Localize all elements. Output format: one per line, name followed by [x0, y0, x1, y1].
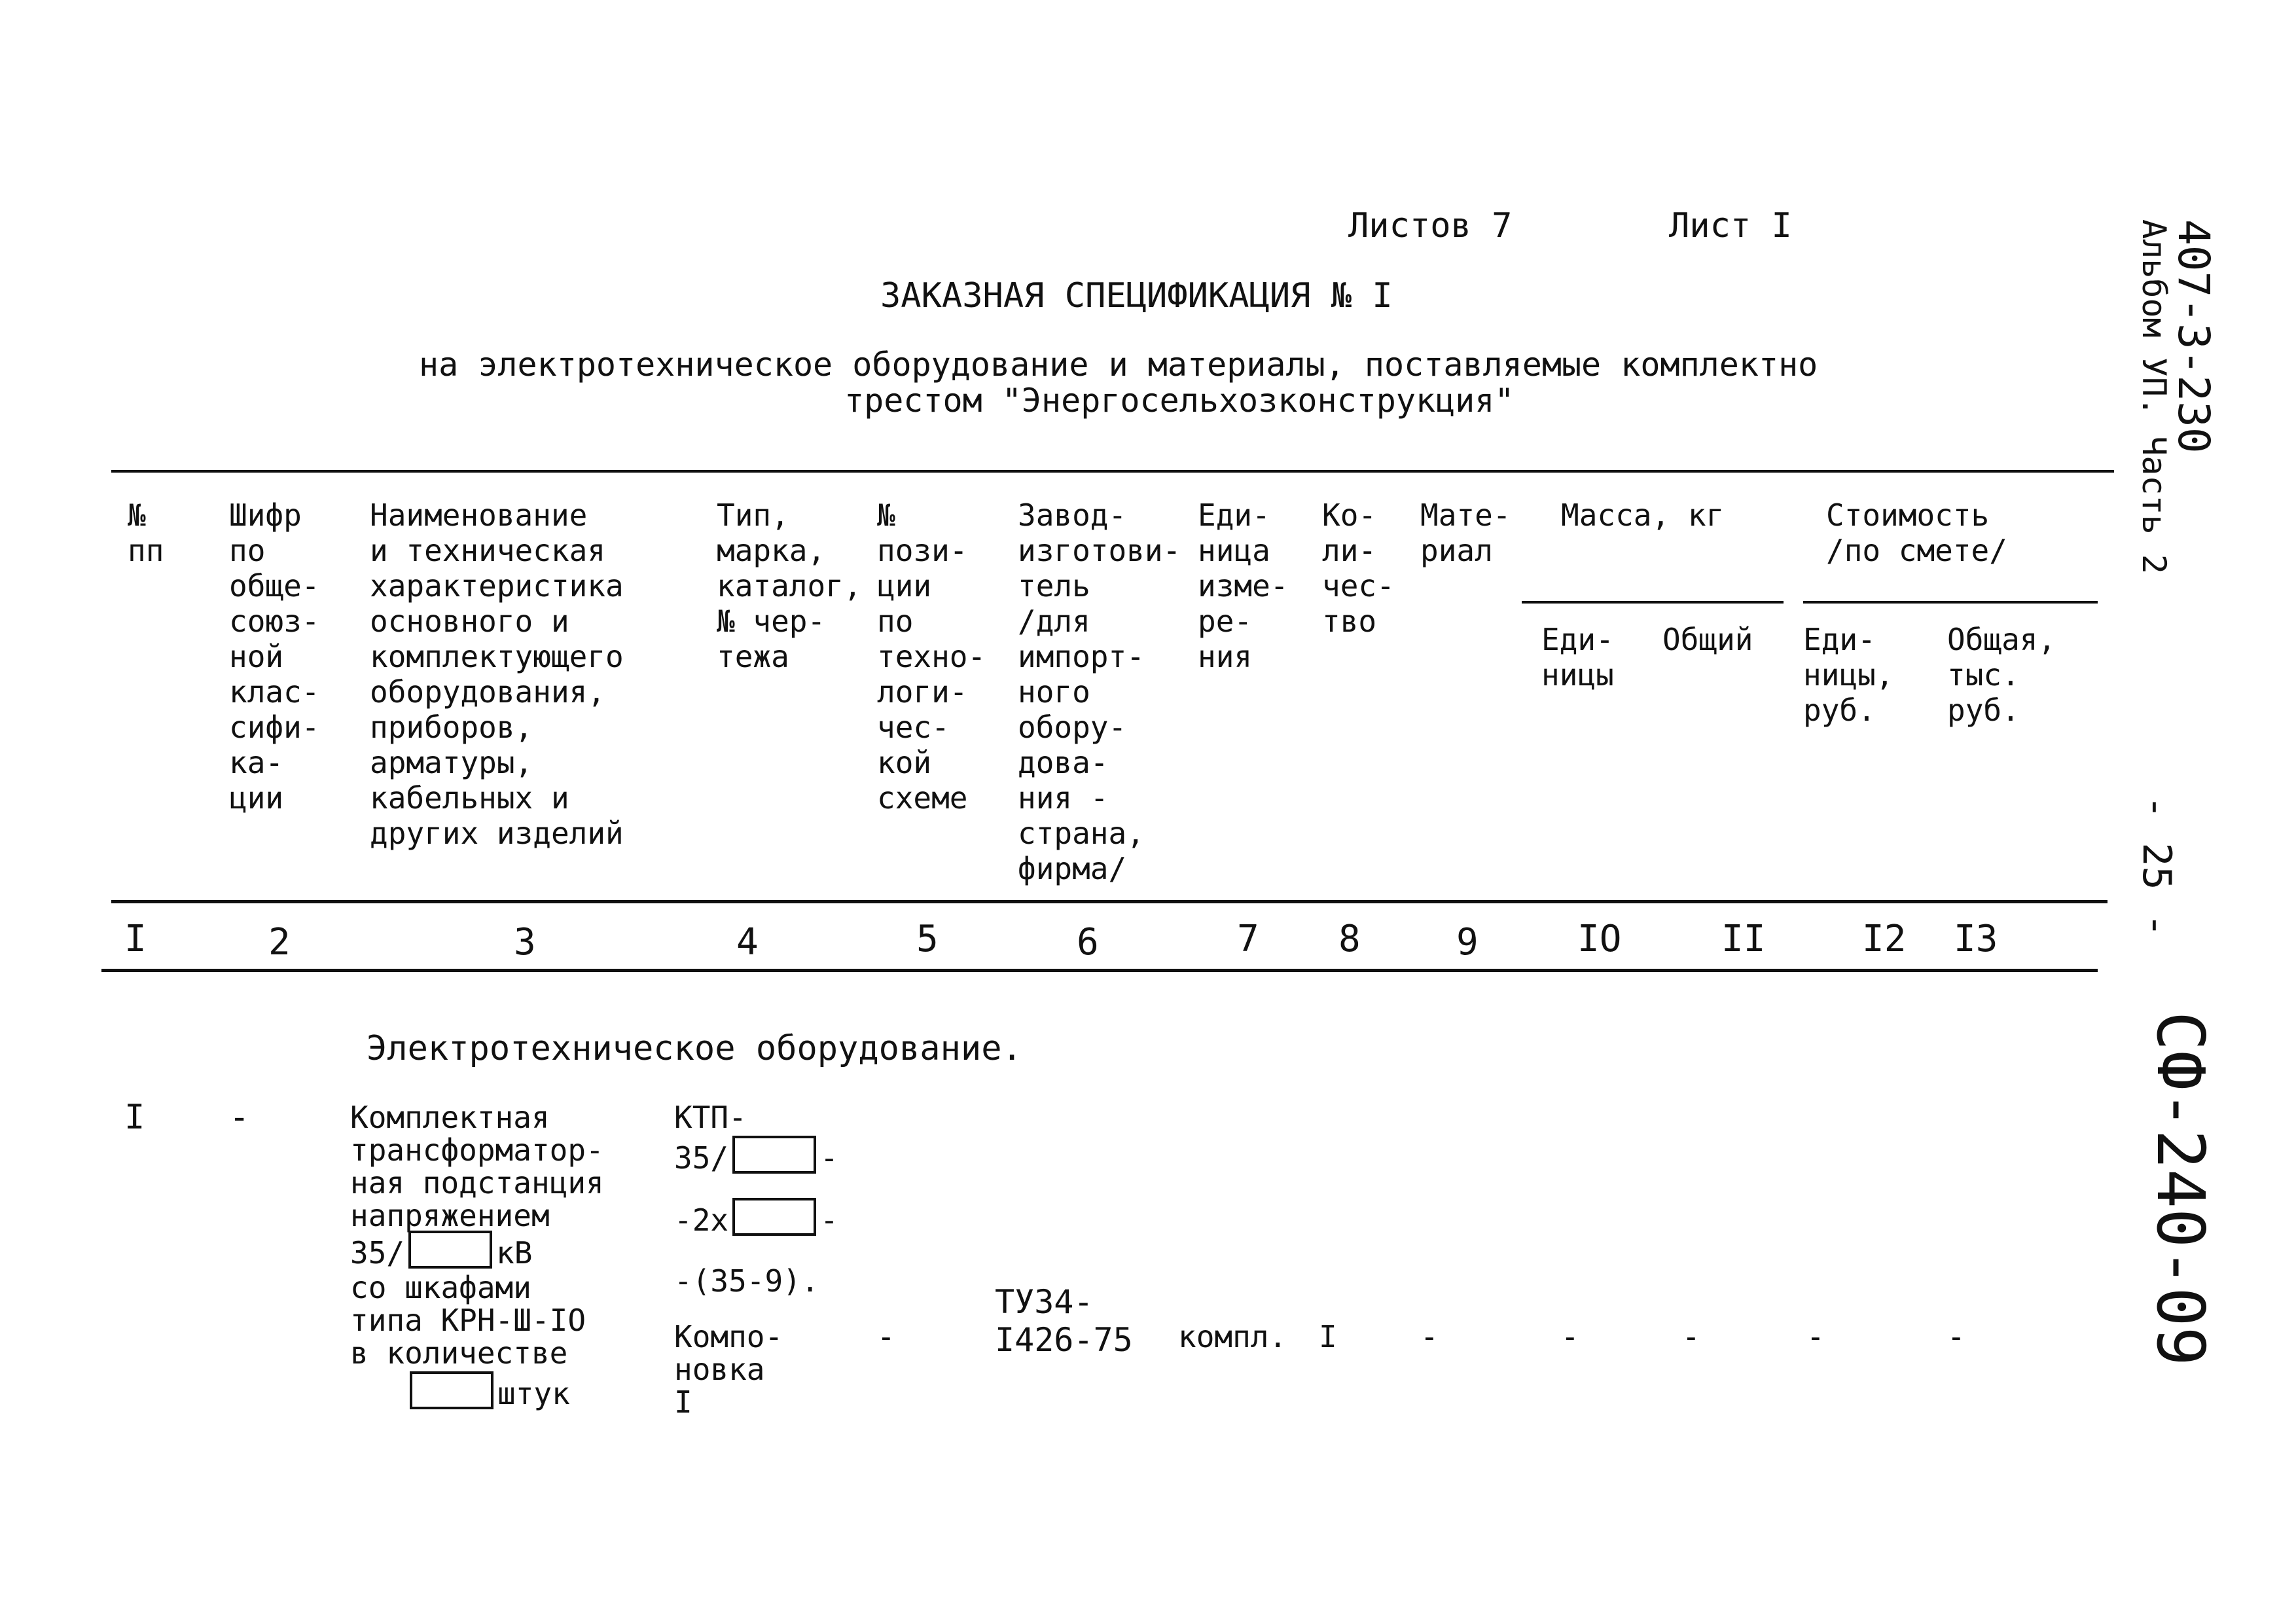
row-name-count [406, 1371, 570, 1411]
number-row-rule [101, 969, 2098, 972]
page-number: - 25 - [2134, 795, 2179, 937]
header-col-unit: Еди- ница изме- ре- ния [1198, 497, 1289, 674]
row-position: - [877, 1319, 895, 1354]
count-blank-box [410, 1371, 493, 1409]
header-mass-total: Общий [1662, 622, 1753, 657]
row-type-line [674, 1136, 838, 1176]
section-title: Электротехническое оборудование. [367, 1029, 1022, 1068]
column-number: 9 [1456, 921, 1479, 964]
row-type-line: КТП- [674, 1100, 747, 1135]
row-name-line: ная подстанция [350, 1165, 604, 1200]
row-type-line: I [674, 1384, 692, 1420]
row-mass-total: - [1682, 1319, 1700, 1354]
row-material: - [1420, 1319, 1439, 1354]
header-col-number: № пп [128, 497, 164, 568]
row-cost-total: - [1947, 1319, 1965, 1354]
type-fragment: 35/ [674, 1140, 729, 1176]
column-number: I [124, 918, 147, 960]
document-subtitle-line1: на электротехническое оборудование и материалы, поставляемые комплектно [419, 346, 1818, 384]
header-col-position: № пози- ции по техно- логи- чес- кой схеме [877, 497, 986, 816]
voltage-prefix: 35/ [350, 1235, 405, 1271]
row-type-line: новка [674, 1352, 765, 1387]
row-code: - [229, 1098, 250, 1137]
row-type-line: -(35-9). [674, 1263, 819, 1299]
row-manufacturer: ТУ34- I426-75 [995, 1283, 1133, 1359]
document-title: ЗАКАЗНАЯ СПЕЦИФИКАЦИЯ № I [880, 276, 1393, 316]
column-number: 7 [1237, 918, 1259, 960]
row-mass-unit: - [1561, 1319, 1579, 1354]
type-blank-box [732, 1136, 816, 1174]
column-number: 6 [1077, 921, 1099, 964]
row-type-line: Компо- [674, 1319, 783, 1354]
row-unit: компл. [1178, 1319, 1287, 1354]
header-cost: Стоимость /по смете/ [1826, 497, 2007, 568]
voltage-unit: кВ [496, 1235, 533, 1271]
row-name-line: напряжением [350, 1198, 550, 1233]
column-number: 4 [736, 921, 759, 964]
header-col-material: Мате- риал [1420, 497, 1511, 568]
album-part: Альбом УП. Часть 2 [2135, 219, 2173, 574]
type-fragment: - [820, 1140, 838, 1176]
document-subtitle-line2: трестом "Энергосельхозконструкция" [844, 382, 1515, 420]
header-cost-unit: Еди- ницы, руб. [1803, 622, 1894, 728]
column-number: I2 [1862, 918, 1907, 960]
row-name-line: трансформатор- [350, 1132, 604, 1168]
header-col-manufacturer: Завод- изготови- тель /для импорт- ного обору- дова- ния - страна, фирма/ [1018, 497, 1181, 886]
table-top-rule [111, 470, 2114, 473]
column-number: IO [1577, 918, 1622, 960]
cost-subheader-rule [1803, 601, 2098, 604]
document-code: СФ-240-09 [2142, 1011, 2219, 1366]
sheets-total: Листов 7 [1348, 206, 1513, 245]
type-blank-box [732, 1198, 816, 1236]
row-quantity: I [1319, 1319, 1337, 1354]
row-name-line: Комплектная [350, 1100, 550, 1135]
row-cost-unit: - [1806, 1319, 1825, 1354]
column-number: 3 [514, 921, 536, 964]
type-fragment: - [820, 1202, 838, 1238]
row-name-line: в количестве [350, 1335, 568, 1371]
row-number: I [124, 1098, 145, 1137]
column-number: I3 [1954, 918, 1998, 960]
row-name-line: со шкафами [350, 1270, 531, 1305]
header-col-quantity: Ко- ли- чес- тво [1322, 497, 1395, 639]
row-name-voltage [350, 1231, 532, 1271]
type-fragment: -2x [674, 1202, 729, 1238]
header-col-type: Тип, марка, каталог, № чер- тежа [717, 497, 862, 674]
count-unit: штук [497, 1376, 570, 1411]
album-code: 407-3-230 [2168, 219, 2219, 454]
header-mass-unit: Еди- ницы [1541, 622, 1614, 693]
row-type-line [674, 1198, 838, 1238]
column-number: 5 [916, 918, 939, 960]
row-name-line: типа КРН-Ш-IO [350, 1303, 586, 1338]
header-col-code: Шифр по обще- союз- ной клас- сифи- ка- ции [229, 497, 320, 816]
mass-subheader-rule [1522, 601, 1784, 604]
voltage-blank-box [408, 1231, 492, 1269]
header-cost-total: Общая, тыс. руб. [1947, 622, 2056, 728]
column-number: II [1721, 918, 1766, 960]
sheet-number: Лист I [1669, 206, 1792, 245]
header-bottom-rule [111, 900, 2108, 903]
header-mass: Масса, кг [1561, 497, 1725, 533]
column-number: 2 [268, 921, 291, 964]
column-number: 8 [1338, 918, 1361, 960]
header-col-name: Наименование и техническая характеристика основного и комплектующего оборудования, приборов, арматуры, кабельных и других изделий [370, 497, 624, 851]
